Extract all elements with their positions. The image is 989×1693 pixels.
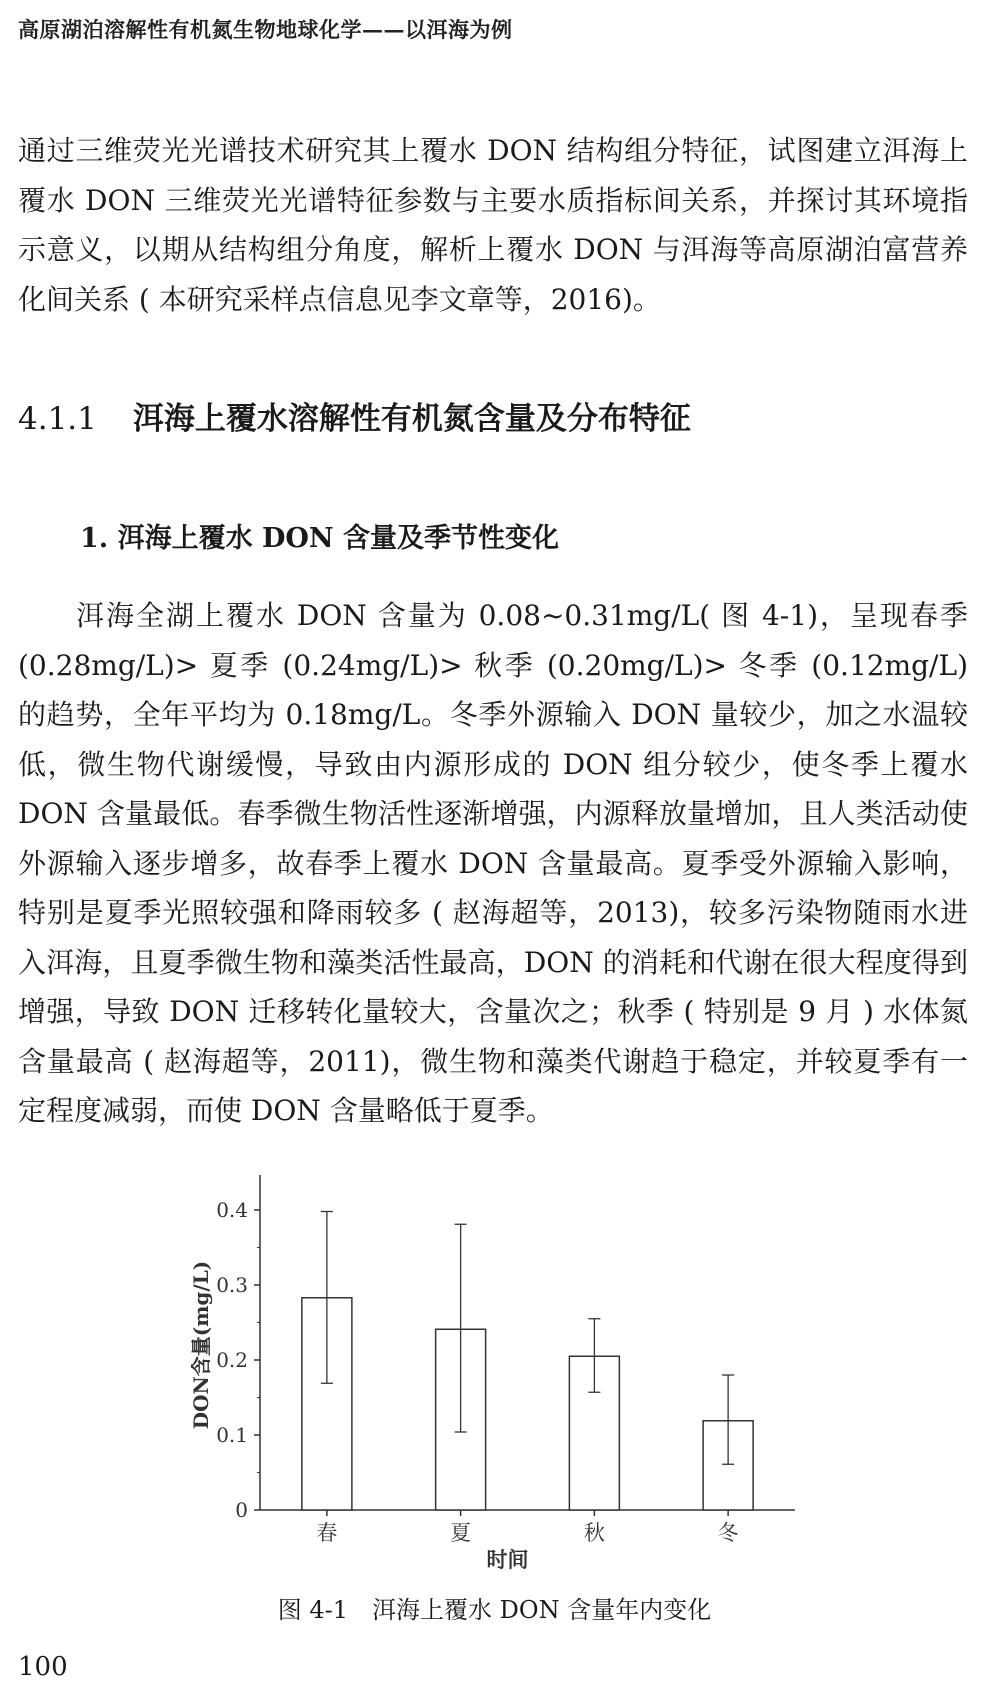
y-tick-label: 0.1	[216, 1423, 248, 1447]
caption-text: 洱海上覆水 DON 含量年内变化	[372, 1596, 712, 1624]
y-tick-label: 0.4	[216, 1198, 248, 1222]
x-tick-label: 秋	[583, 1521, 605, 1545]
x-tick-label: 夏	[450, 1521, 472, 1545]
subsection-heading: 1. 洱海上覆水 DON 含量及季节性变化	[80, 523, 559, 554]
caption-number: 图 4-1	[277, 1596, 349, 1624]
y-tick-label: 0.3	[216, 1273, 248, 1297]
figure-caption	[0, 1590, 989, 1625]
section-title-text: 洱海上覆水溶解性有机氮含量及分布特征	[132, 401, 691, 437]
section-number: 4.1.1	[18, 401, 97, 437]
x-tick-label: 冬	[717, 1521, 739, 1545]
running-header: 高原湖泊溶解性有机氮生物地球化学——以洱海为例	[18, 17, 513, 42]
x-tick-label: 春	[316, 1521, 338, 1545]
page-number: 100	[18, 1652, 68, 1682]
don-bar-chart	[180, 1160, 820, 1572]
x-axis-label: 时间	[486, 1547, 529, 1572]
y-tick-label: 0.2	[216, 1348, 248, 1372]
intro-paragraph: 通过三维荧光光谱技术研究其上覆水 DON 结构组分特征，试图建立洱海上覆水 DON 三维荧光光谱特征参数与主要水质指标间关系，并探讨其环境指示意义，以期从结构组分角度，解析上覆水 DON 与洱海等高原湖泊富营养化间关系 ( 本研究采样点信息见李文章等，2016)。	[18, 134, 968, 316]
figure-4-1	[180, 1160, 820, 1572]
y-tick-label: 0	[235, 1498, 248, 1522]
section-heading	[18, 393, 691, 438]
body-paragraph: 洱海全湖上覆水 DON 含量为 0.08~0.31mg/L( 图 4-1)，呈现春季 (0.28mg/L)> 夏季 (0.24mg/L)> 秋季 (0.20mg/L)> 冬季 (0.12mg/L) 的趋势，全年平均为 0.18mg/L。冬季外源输入 DON 量较少，加之水温较低，微生物代谢缓慢，导致由内源形成的 DON 组分较少，使冬季上覆水 DON 含量最低。春季微生物活性逐渐增强，内源释放量增加，且人类活动使外源输入逐步增多，故春季上覆水 DON 含量最高。夏季受外源输入影响，特别是夏季光照较强和降雨较多 ( 赵海超等，2013)，较多污染物随雨水进入洱海，且夏季微生物和藻类活性最高，DON 的消耗和代谢在很大程度得到增强，导致 DON 迁移转化量较大，含量次之；秋季 ( 特别是 9 月 ) 水体氮含量最高 ( 赵海超等，2011)，微生物和藻类代谢趋于稳定，并较夏季有一定程度减弱，而使 DON 含量略低于夏季。	[18, 599, 968, 1127]
y-axis-label: DON含量(mg/L)	[189, 1260, 213, 1430]
